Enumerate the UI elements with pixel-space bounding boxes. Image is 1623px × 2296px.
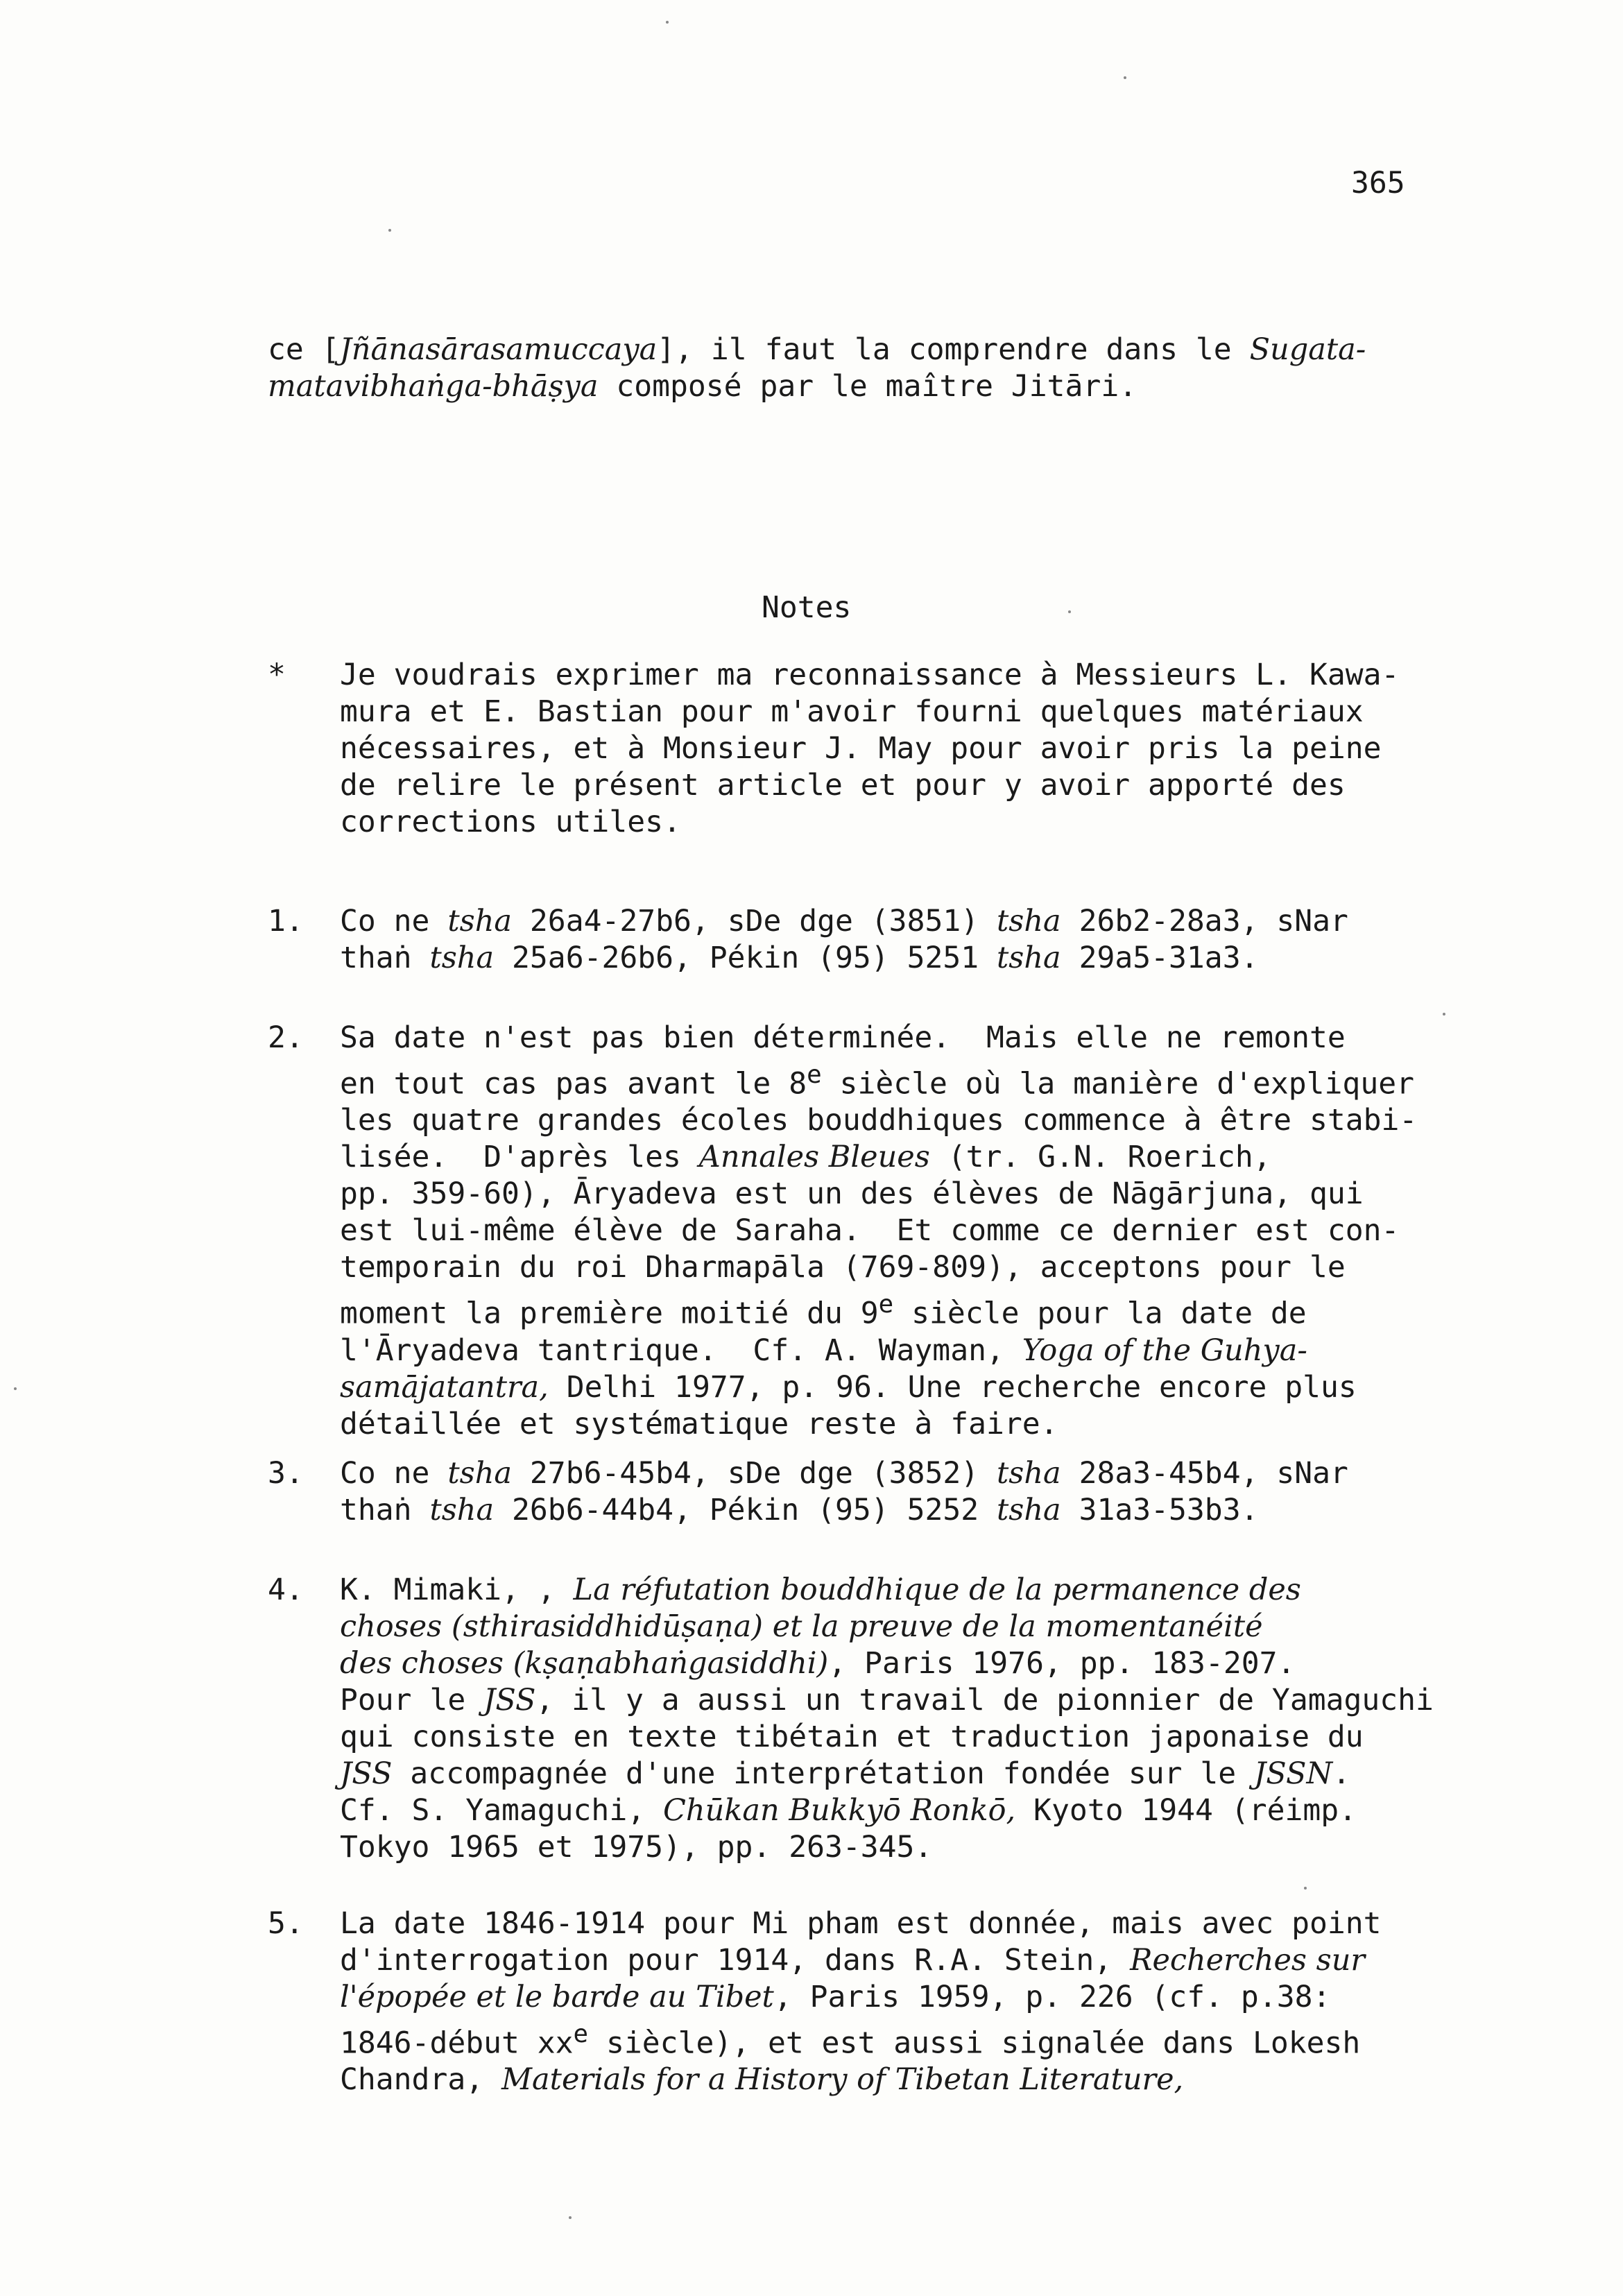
scan-speck <box>14 1387 17 1390</box>
note-body <box>340 1572 1447 1866</box>
note-marker: 3. <box>268 1456 304 1491</box>
note-line: temporain du roi Dharmapāla (769-809), acceptons pour le <box>340 1250 1346 1285</box>
note-line: Pour le JSS, il y a aussi un travail de pionnier de Yamaguchi <box>340 1683 1434 1717</box>
italic-text: choses (sthirasiddhidūṣaṇa) et la preuve de la momentanéité <box>340 1609 1263 1644</box>
note-line: qui consiste en texte tibétain et traduction japonaise du <box>340 1720 1364 1754</box>
intro-paragraph <box>268 332 1405 405</box>
note-line: Je voudrais exprimer ma reconnaissance à Messieurs L. Kawa- <box>340 658 1400 692</box>
italic-text: Jñānasārasamuccaya <box>339 332 658 367</box>
note-line: Chandra, Materials for a History of Tibetan Literature, <box>340 2062 1184 2098</box>
note-line: Tokyo 1965 et 1975), pp. 263-345. <box>340 1830 933 1865</box>
italic-text: Chūkan Bukkyō Ronkō, <box>663 1793 1016 1828</box>
italic-text: tsha <box>997 941 1061 975</box>
notes-heading: Notes <box>762 590 852 625</box>
scan-speck <box>569 2216 572 2219</box>
italic-text: tsha <box>997 1493 1061 1527</box>
note-line: K. Mimaki, , La réfutation bouddhique de la permanence des <box>340 1573 1301 1607</box>
italic-text: Sugata- <box>1249 332 1366 367</box>
note-line: lisée. D'après les Annales Bleues (tr. G.N. Roerich, <box>340 1140 1271 1175</box>
scan-speck <box>1304 1887 1307 1890</box>
note-line: thaṅ tsha 26b6-44b4, Pékin (95) 5252 tsha 31a3-53b3. <box>340 1493 1259 1527</box>
italic-text: tsha <box>429 1493 495 1527</box>
note-line: les quatre grandes écoles bouddhiques commence à être stabi- <box>340 1103 1418 1138</box>
note-line: 1846-début $xx^e$ siècle), et est aussi signalée dans Lokesh <box>340 2020 1361 2061</box>
note-line: La date 1846-1914 pour Mi pham est donnée, mais avec point <box>340 1906 1382 1941</box>
italic-text: JSS <box>340 1756 393 1791</box>
note-line: des choses (kṣaṇabhaṅgasiddhi), Paris 1976, pp. 183-207. <box>340 1646 1296 1681</box>
italic-text: des choses (kṣaṇabhaṅgasiddhi) <box>340 1646 829 1681</box>
note-line: corrections utiles. <box>340 805 681 839</box>
italic-text: tsha <box>429 941 495 975</box>
note-line: Co ne tsha 27b6-45b4, sDe dge (3852) tsha 28a3-45b4, sNar <box>340 1456 1348 1491</box>
note-line: moment la première moitié du 9e siècle pour la date de <box>340 1290 1307 1331</box>
scan-speck <box>666 21 669 24</box>
intro-line: ce [Jñānasārasamuccaya], il faut la comprendre dans le Sugata- <box>268 332 1366 367</box>
note-line: samājatantra, Delhi 1977, p. 96. Une recherche encore plus <box>340 1369 1357 1405</box>
italic-text: La réfutation bouddhique de la permanence des <box>573 1573 1301 1607</box>
note-marker: * <box>268 658 286 692</box>
note-line: JSS accompagnée d'une interprétation fondée sur le JSSN. <box>340 1756 1350 1791</box>
scan-speck <box>388 229 391 232</box>
note-line: mura et E. Bastian pour m'avoir fourni quelques matériaux <box>340 694 1364 729</box>
note-line: l'épopée et le barde au Tibet, Paris 1959, p. 226 (cf. p.38: <box>340 1980 1331 2014</box>
note-body <box>340 1020 1447 1443</box>
italic-text: tsha <box>997 904 1061 939</box>
note-line: nécessaires, et à Monsieur J. May pour avoir pris la peine <box>340 731 1382 766</box>
note-line: pp. 359-60), Āryadeva est un des élèves de Nāgārjuna, qui <box>340 1176 1364 1212</box>
italic-text: tsha <box>997 1456 1061 1491</box>
page-number: 365 <box>1351 166 1405 200</box>
italic-text: tsha <box>447 1456 513 1491</box>
note-line <box>340 1609 1447 1645</box>
italic-text: JSS <box>483 1683 536 1717</box>
superscript: e <box>573 2020 589 2048</box>
note-line: Co ne tsha 26a4-27b6, sDe dge (3851) tsha 26b2-28a3, sNar <box>340 904 1348 939</box>
scan-speck <box>1443 1013 1445 1016</box>
note-marker: 4. <box>268 1573 304 1607</box>
italic-text: Yoga of the Guhya- <box>1022 1333 1307 1368</box>
italic-text: Materials for a History of Tibetan Literature, <box>501 2062 1184 2098</box>
intro-line: matavibhaṅga-bhāṣya composé par le maître Jitāri. <box>268 369 1137 404</box>
note-line: Sa date n'est pas bien déterminée. Mais elle ne remonte <box>340 1020 1346 1055</box>
note-line: thaṅ tsha 25a6-26b6, Pékin (95) 5251 tsha 29a5-31a3. <box>340 941 1259 975</box>
note-line: de relire le présent article et pour y avoir apporté des <box>340 768 1346 803</box>
scan-speck <box>1124 76 1126 79</box>
italic-text: tsha <box>447 904 513 939</box>
italic-text: l'épopée et le barde au Tibet <box>340 1980 774 2014</box>
scan-speck <box>1068 610 1071 613</box>
note-body <box>340 657 1447 841</box>
note-body <box>340 1905 1447 2098</box>
note-line: en tout cas pas avant le 8e siècle où la manière d'expliquer <box>340 1061 1414 1102</box>
note-body <box>340 1455 1447 1529</box>
italic-text: JSSN <box>1254 1756 1333 1791</box>
italic-text: Recherches sur <box>1130 1943 1365 1978</box>
note-line: l'Āryadeva tantrique. Cf. A. Wayman, Yoga of the Guhya- <box>340 1333 1307 1368</box>
italic-text: samājatantra, <box>340 1369 549 1405</box>
note-line: détaillée et systématique reste à faire. <box>340 1406 1058 1441</box>
superscript: e <box>878 1290 894 1319</box>
note-line: Cf. S. Yamaguchi, Chūkan Bukkyō Ronkō, Kyoto 1944 (réimp. <box>340 1793 1357 1828</box>
italic-text: Annales Bleues <box>698 1140 930 1175</box>
superscript: e <box>807 1061 822 1089</box>
note-body <box>340 903 1447 977</box>
note-marker: 5. <box>268 1906 304 1941</box>
note-marker: 1. <box>268 904 304 939</box>
italic-text: matavibhaṅga-bhāṣya <box>268 369 599 404</box>
note-line: d'interrogation pour 1914, dans R.A. Stein, Recherches sur <box>340 1943 1365 1978</box>
note-marker: 2. <box>268 1020 304 1055</box>
note-line: est lui-même élève de Saraha. Et comme ce dernier est con- <box>340 1213 1400 1249</box>
